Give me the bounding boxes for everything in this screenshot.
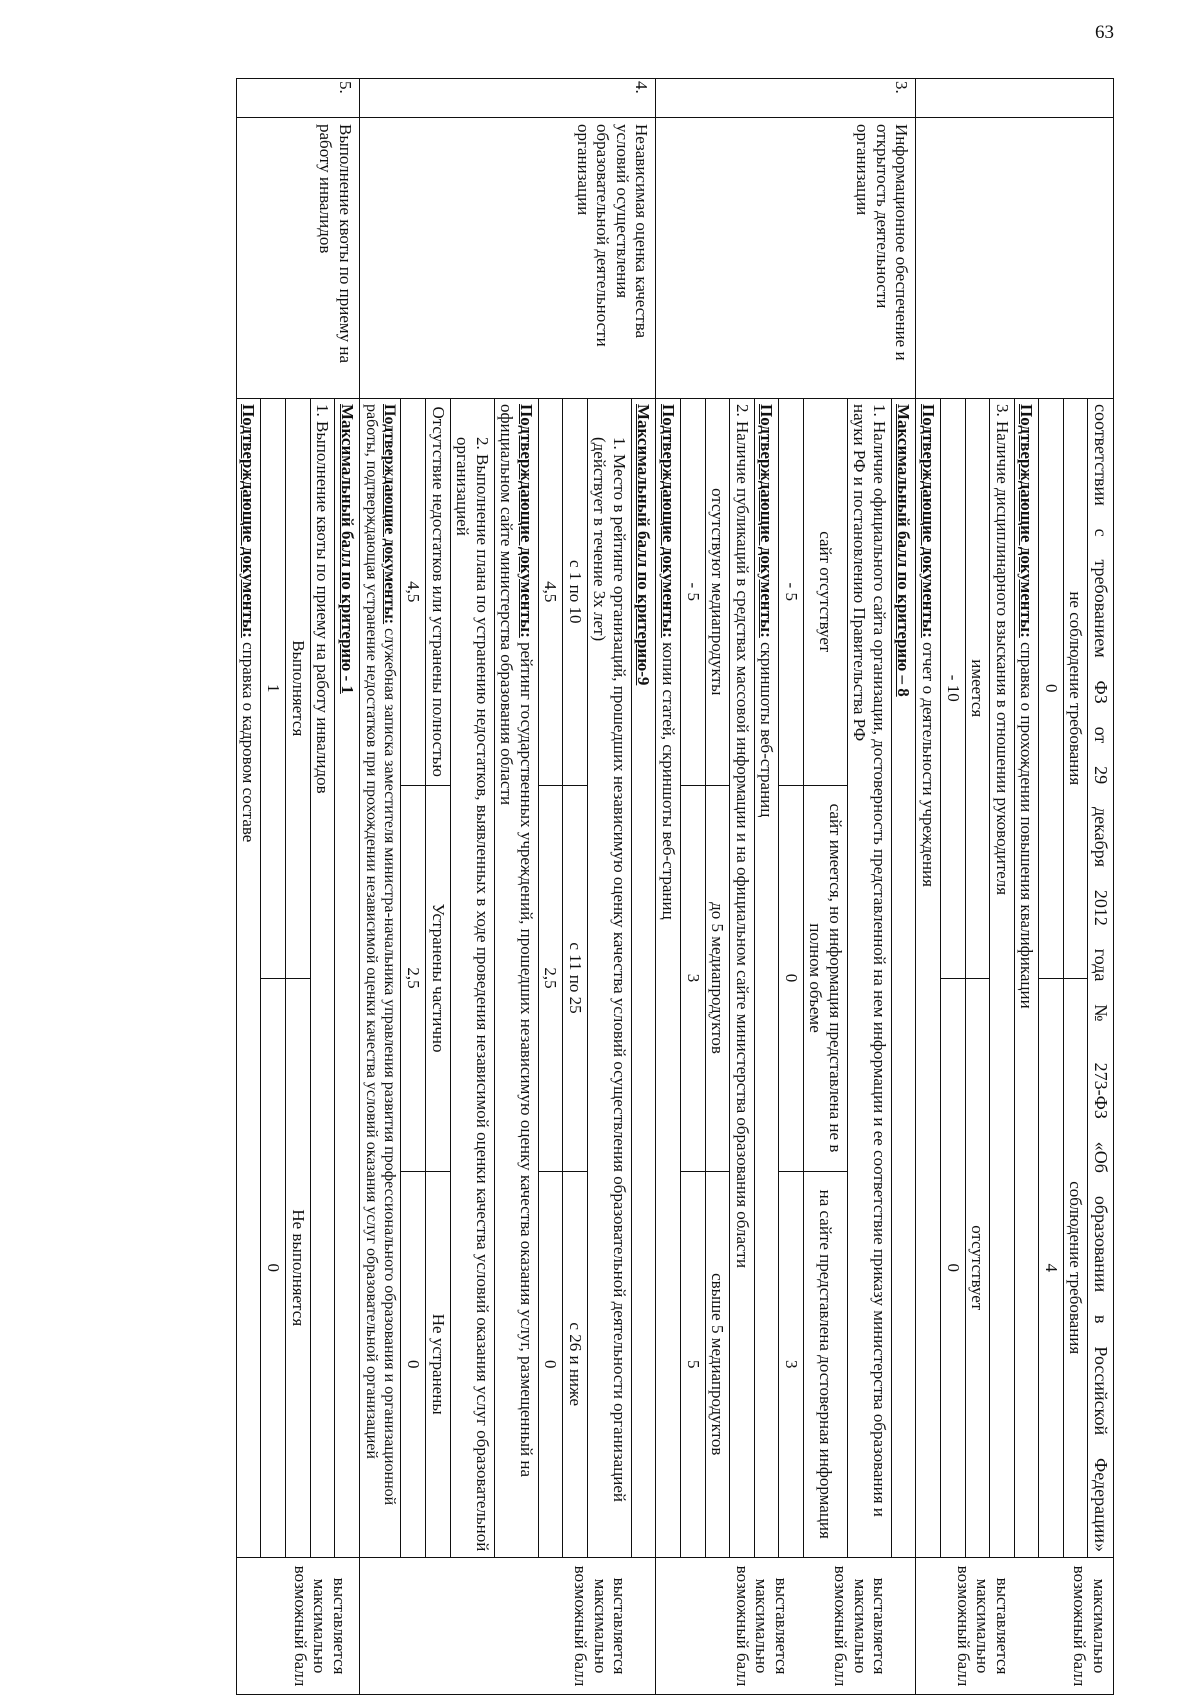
docs-text: копии статей, скриншоты веб-страниц	[659, 642, 679, 920]
criterion-details-cell	[916, 399, 1114, 1558]
criterion-name: Выполнение квоты по приему на работу инвалидов	[236, 118, 359, 399]
plan-subtable	[401, 399, 449, 1557]
rotated-table-container	[0, 78, 1114, 1687]
item-text: 3. Наличие дисциплинарного взыскания в отношении руководителя	[989, 399, 1014, 1557]
docs-label: Подтверждающие документы:	[239, 404, 259, 638]
option-score: - 10	[941, 399, 965, 978]
option-label: не соблюдение требования	[1063, 399, 1087, 978]
item-text: 2. Наличие публикаций в средствах массовой информации и на официальном сайте министерства образования области	[729, 399, 754, 1557]
docs-label: Подтверждающие документы:	[919, 404, 939, 638]
score-note-cell	[359, 1558, 656, 1695]
score-note: выставляется максимально возможный балл	[831, 1565, 890, 1687]
criteria-table	[236, 78, 1114, 1695]
media-subtable	[681, 399, 729, 1557]
option-label: имеется	[965, 399, 989, 978]
max-score: Максимальный балл по критерию - 1	[334, 399, 359, 1557]
criterion-name: Независимая оценка качества условий осуществления образовательной деятельности организации	[359, 118, 656, 399]
option-label: свыше 5 медиапродуктов	[708, 1273, 728, 1456]
table-row	[656, 79, 916, 1695]
docs-label: Подтверждающие документы:	[516, 404, 536, 638]
score-note: максимально возможный балл	[1070, 1565, 1109, 1687]
docs-label: Подтверждающие документы:	[1017, 404, 1037, 638]
row-number-cell	[916, 79, 1114, 118]
option-label: сайт отсутствует	[803, 399, 847, 785]
quota-subtable	[261, 399, 309, 1557]
option-label: на сайте представлена достоверная информация	[816, 1189, 836, 1539]
option-score: 0	[401, 1171, 425, 1557]
docs-text: рейтинг государственных учреждений, прошедших независимую оценку качества оказания услуг, размещенный на официальном сайте министерства образования области	[497, 404, 536, 1478]
option-label: с 11 по 25	[563, 785, 587, 1171]
rating-subtable	[539, 399, 587, 1557]
score-note: выставляется максимально возможный балл	[571, 1565, 630, 1687]
option-score: 1	[261, 399, 285, 978]
table-row	[916, 79, 1114, 1695]
discipline-subtable	[941, 399, 989, 1557]
row-number: 4.	[359, 79, 656, 118]
item-text: 1. Выполнение квоты по приему на работу инвалидов	[310, 399, 335, 1557]
item-text: 1. Наличие официального сайта организации, достоверность представленной на нем информации и ее соответствие приказу министерства образования и науки РФ и постановлению Правительства РФ	[847, 399, 891, 1557]
option-score: 3	[681, 785, 705, 1171]
option-score: - 5	[681, 399, 705, 785]
option-label: с 26 и ниже	[565, 1322, 585, 1407]
option-score: - 5	[779, 399, 803, 785]
option-label: отсутствуют медиапродукты	[705, 399, 729, 785]
docs-text: скриншоты веб-страниц	[757, 642, 777, 818]
option-label: Выполняется	[286, 399, 310, 978]
option-label: до 5 медиапродуктов	[705, 785, 729, 1171]
option-score: 0	[539, 1171, 563, 1557]
docs-text: служебная записка заместителя министра-начальника управления развития профессионального образования и организационной работы, подтверждающая устранение недостатков при прохождении независимой оценки качества условий оказания услуг образовательной организацией	[363, 404, 399, 1506]
max-score: Максимальный балл по критерию – 8	[891, 399, 916, 1557]
legal-text: соответствии с требованием ФЗ от 29 декабря 2012 года № 273-ФЗ «Об образовании в Российской Федерации»	[1087, 399, 1113, 1557]
option-label: с 1 по 10	[563, 399, 587, 785]
score-note: выставляется максимально возможный балл	[290, 1565, 349, 1687]
docs-text: справка о прохождении повышения квалификации	[1017, 642, 1037, 1009]
option-score: 4,5	[401, 399, 425, 785]
option-score: 0	[261, 978, 285, 1557]
docs-text: справка о кадровом составе	[239, 642, 259, 843]
option-score: 3	[779, 1171, 803, 1557]
row-number: 3.	[656, 79, 916, 118]
option-score: 2,5	[401, 785, 425, 1171]
score-note-cell	[916, 1558, 1114, 1695]
docs-label: Подтверждающие документы:	[381, 404, 399, 625]
table-row	[236, 79, 359, 1695]
option-score: 5	[681, 1171, 705, 1557]
table-row	[359, 79, 656, 1695]
site-subtable	[779, 399, 847, 1557]
criterion-name: Информационное обеспечение и открытость деятельности организации	[656, 118, 916, 399]
score-note-cell	[656, 1558, 916, 1695]
option-score: 2,5	[539, 785, 563, 1171]
docs-label: Подтверждающие документы:	[659, 404, 679, 638]
criterion-name-cell	[916, 118, 1114, 399]
option-label: Отсутствие недостатков или устранены полностью	[426, 399, 450, 785]
option-score: 0	[1039, 399, 1063, 978]
docs-label: Подтверждающие документы:	[757, 404, 777, 638]
item-text: 2. Выполнение плана по устранению недостатков, выявленных в ходе проведения независимой оценки качества условий оказания услуг образовательной организацией	[450, 399, 494, 1557]
criterion-details-cell	[359, 399, 656, 1558]
option-label: отсутствует	[968, 1225, 988, 1311]
criterion-details-cell	[236, 399, 359, 1558]
max-score: Максимальный балл по критерию-9	[631, 399, 656, 1557]
option-score: 4	[1039, 978, 1063, 1557]
option-score: 0	[941, 978, 965, 1557]
item-text: 1. Место в рейтинге организаций, прошедших независимую оценку качества условий осуществления образовательной деятельности организацией (действует в течение 3х лет)	[587, 399, 631, 1557]
option-label: Не устранены	[428, 1313, 448, 1415]
criterion-details-cell	[656, 399, 916, 1558]
score-note-cell	[236, 1558, 359, 1695]
row-number: 5.	[236, 79, 359, 118]
option-label: Не выполняется	[288, 1209, 308, 1327]
compliance-subtable	[1039, 399, 1087, 1557]
option-label: соблюдение требования	[1066, 1181, 1086, 1355]
option-label: Устранены частично	[426, 785, 450, 1171]
score-note: выставляется максимально возможный балл	[732, 1565, 791, 1687]
score-note: выставляется максимально возможный балл	[953, 1565, 1012, 1687]
page-number: 63	[1095, 22, 1114, 43]
option-label: сайт имеется, но информация представлена не в полном объеме	[803, 785, 847, 1171]
docs-text: отчет о деятельности учреждения	[919, 642, 939, 887]
option-score: 4,5	[539, 399, 563, 785]
option-score: 0	[779, 785, 803, 1171]
